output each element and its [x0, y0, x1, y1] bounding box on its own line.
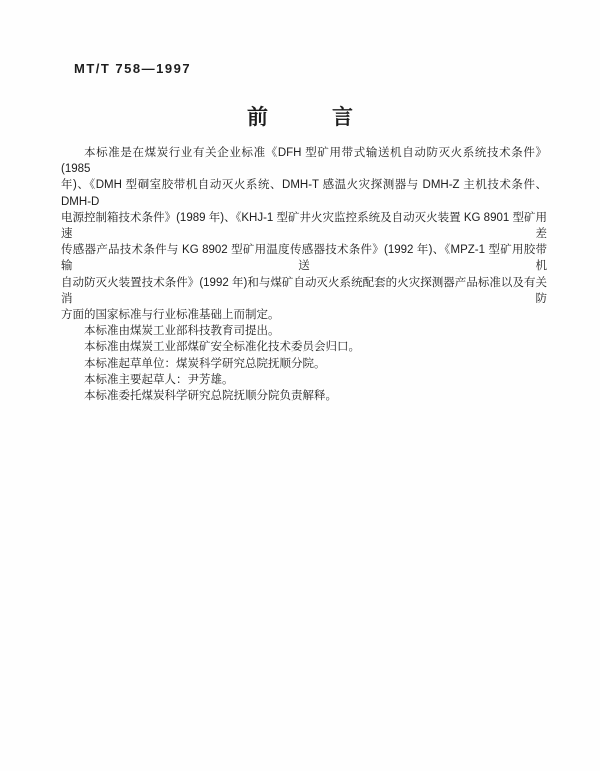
intro-line-6: 方面的国家标准与行业标准基础上而制定。	[61, 309, 280, 322]
intro-line-4: 传感器产品技术条件与 KG 8902 型矿用温度传感器技术条件》(1992 年)、《MPZ-1 型矿用胶带输送机	[61, 244, 547, 273]
statement-proposed-by: 本标准由煤炭工业部科技教育司提出。	[84, 325, 280, 338]
page-title	[0, 105, 600, 131]
intro-line-3: 电源控制箱技术条件》(1989 年)、《KHJ-1 型矿井火灾监控系统及自动灭火装置 KG 8901 型矿用速差	[61, 211, 547, 241]
statement-drafting-unit: 本标准起草单位：煤炭科学研究总院抚顺分院。	[84, 357, 326, 370]
statement-main-drafter: 本标准主要起草人：尹芳雄。	[84, 373, 234, 386]
intro-line-1: 本标准是在煤炭行业有关企业标准《DFH 型矿用带式输送机自动防灭火系统技术条件》(1985	[61, 147, 547, 176]
statement-managed-by: 本标准由煤炭工业部煤矿安全标准化技术委员会归口。	[84, 341, 360, 354]
intro-line-2: 年)、《DMH 型硐室胶带机自动灭火系统、DMH-T 感温火灾探测器与 DMH-Z 主机技术条件、DMH-D	[61, 179, 547, 208]
title-char-yan: 言	[332, 106, 353, 129]
standard-number: MT/T 758—1997	[74, 61, 192, 76]
statement-interpretation: 本标准委托煤炭科学研究总院抚顺分院负责解释。	[84, 390, 337, 403]
title-char-qian: 前	[247, 106, 268, 129]
intro-line-5: 自动防灭火装置技术条件》(1992 年)和与煤矿自动灭火系统配套的火灾探测器产品标准以及有关消防	[61, 276, 547, 305]
foreword-body	[61, 145, 547, 404]
